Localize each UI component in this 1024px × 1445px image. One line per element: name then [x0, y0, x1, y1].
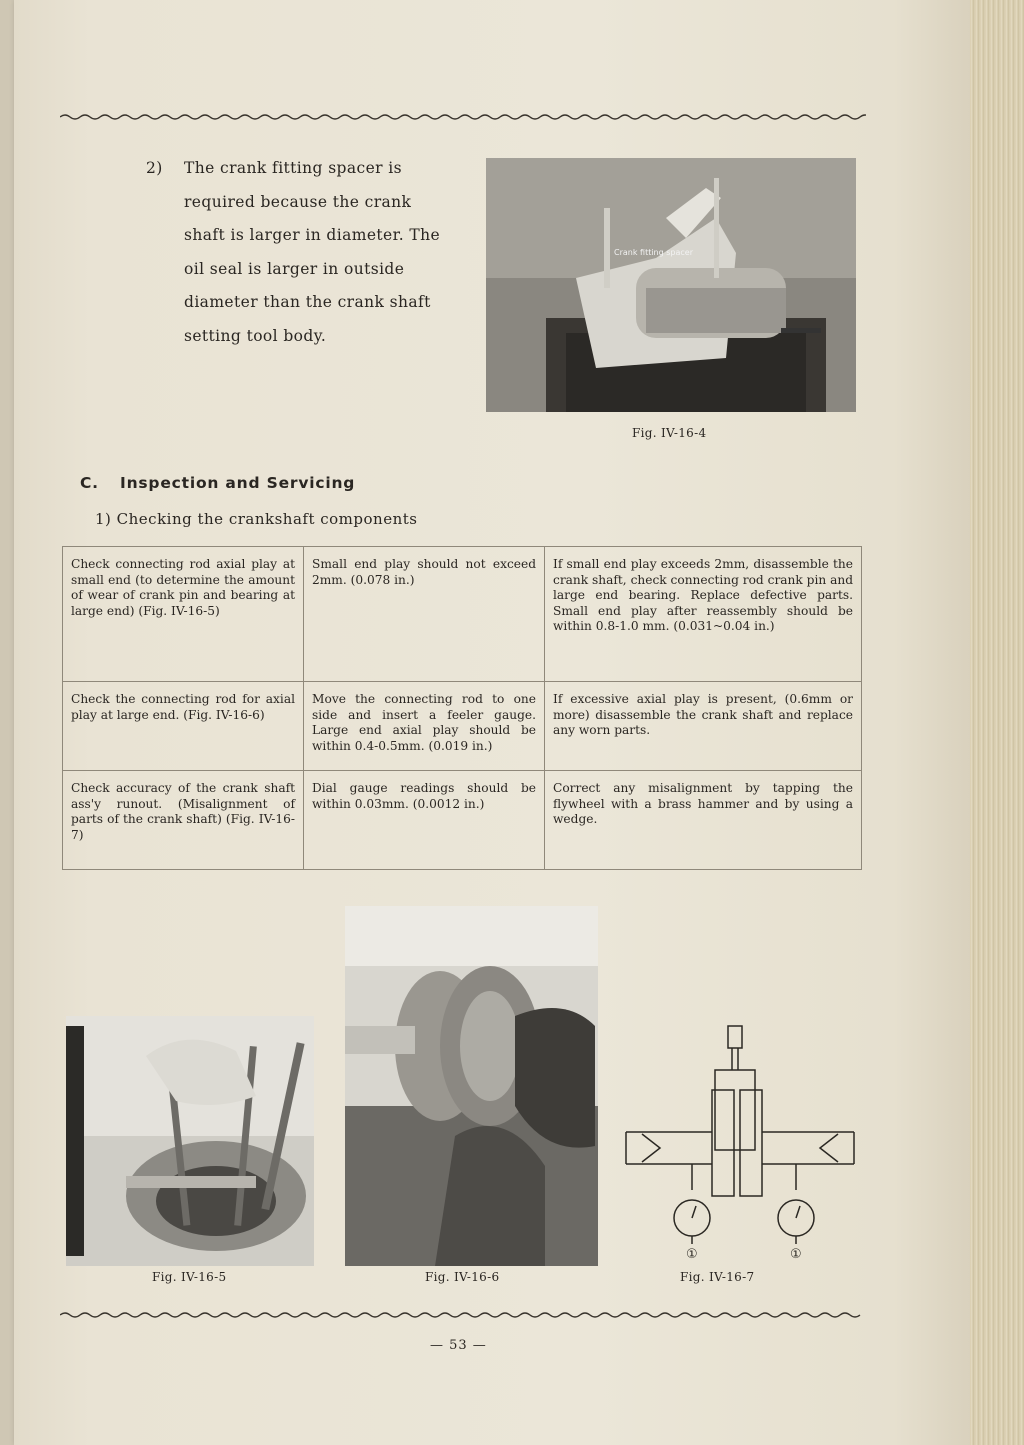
- fig-5-caption: Fig. IV-16-5: [152, 1270, 227, 1284]
- gauge-left-label: ①: [686, 1247, 698, 1262]
- remedy-cell: Correct any misalignment by tapping the flywheel with a brass hammer and by using a wedge.: [545, 771, 862, 870]
- subsection-heading: 1) Checking the crankshaft components: [95, 510, 418, 528]
- table-row: [63, 547, 862, 682]
- bottom-wave-rule: [60, 1310, 866, 1320]
- step-2-text: The crank fitting spacer is required because the crank shaft is larger in diameter. The oil seal is larger in outside diameter than the crank shaft setting tool body.: [184, 159, 441, 345]
- table-row: [63, 771, 862, 870]
- table-row: [63, 682, 862, 771]
- section-title: Inspection and Servicing: [120, 474, 356, 492]
- fig-4-caption: Fig. IV-16-4: [632, 426, 707, 440]
- fig-7-caption: Fig. IV-16-7: [680, 1270, 755, 1284]
- section-heading: [80, 474, 355, 492]
- page-stack-edge: [970, 0, 1024, 1445]
- fig-4-label: Crank fitting spacer: [614, 248, 694, 257]
- gauge-right-label: ①: [790, 1247, 802, 1262]
- step-2-paragraph: [146, 152, 446, 353]
- page-number: — 53 —: [430, 1338, 487, 1353]
- remedy-cell: If small end play exceeds 2mm, disassemble the crank shaft, check connecting rod crank pin and large end bearing. Replace defective parts. Small end play after reassembly should be within 0.8-1.0 mm. (0.031~0.04 in.): [545, 547, 862, 682]
- section-letter: C.: [80, 474, 99, 492]
- check-cell: Check the connecting rod for axial play at large end. (Fig. IV-16-6): [63, 682, 304, 771]
- standard-cell: Dial gauge readings should be within 0.03mm. (0.0012 in.): [304, 771, 545, 870]
- remedy-cell: If excessive axial play is present, (0.6mm or more) disassemble the crank shaft and replace any worn parts.: [545, 682, 862, 771]
- fig-6-photo: [345, 906, 598, 1266]
- fig-7-diagram: [620, 1022, 860, 1268]
- step-2-number: 2): [146, 159, 163, 177]
- check-cell: Check accuracy of the crank shaft ass'y runout. (Misalignment of parts of the crank shaft) (Fig. IV-16-7): [63, 771, 304, 870]
- fig-5-photo: [66, 1016, 314, 1266]
- standard-cell: Move the connecting rod to one side and insert a feeler gauge. Large end axial play should be within 0.4-0.5mm. (0.019 in.): [304, 682, 545, 771]
- inspection-table: [62, 546, 862, 870]
- standard-cell: Small end play should not exceed 2mm. (0.078 in.): [304, 547, 545, 682]
- top-wave-rule: [60, 112, 866, 122]
- fig-6-caption: Fig. IV-16-6: [425, 1270, 500, 1284]
- check-cell: Check connecting rod axial play at small end (to determine the amount of wear of crank pin and bearing at large end) (Fig. IV-16-5): [63, 547, 304, 682]
- fig-4-photo: [486, 158, 856, 412]
